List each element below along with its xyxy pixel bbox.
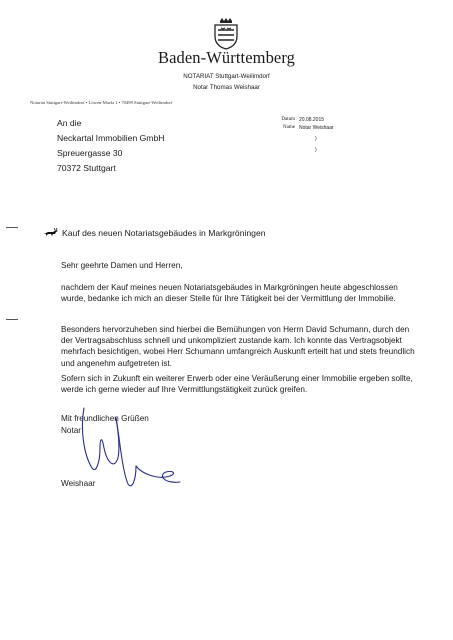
recipient-street: Spreuergasse 30 bbox=[57, 148, 123, 158]
subject-line bbox=[43, 223, 266, 241]
info-mark: ) bbox=[315, 147, 317, 153]
date-label: Datum bbox=[281, 117, 295, 122]
coat-of-arms-icon bbox=[212, 18, 240, 50]
name-label: Name bbox=[283, 125, 295, 130]
info-mark: ) bbox=[315, 136, 317, 142]
paragraph: nachdem der Kauf meines neuen Notariatsgebäudes in Markgröningen heute abgeschlossen wurde, bedanke ich mich an dieser Stelle für Ihre Tätigkeit bei der Vermittlung der Immobilie. bbox=[61, 283, 398, 304]
salutation: Sehr geehrte Damen und Herren, bbox=[61, 261, 183, 270]
stag-icon bbox=[43, 228, 59, 237]
handwritten-signature bbox=[62, 400, 186, 492]
date-value: 20.08.2015 bbox=[299, 117, 325, 123]
recipient-company: Neckartal Immobilien GmbH bbox=[57, 133, 165, 143]
paragraph: Besonders hervorzuheben sind hierbei die Bemühungen von Herrn David Schumann, durch den der Vertragsabschluss schnell und unkompliziert zustande kam. Ich konnte das Vertragsobjekt mehrfach besichtigen, wobei Herr Schumann umfangreich Auskunft erteilt hat und stets freundlich und angenehm aufgetreten ist. bbox=[61, 325, 415, 368]
notary-office: NOTARIAT Stuttgart-Weilimdorf bbox=[183, 73, 270, 80]
state-name: Baden-Württemberg bbox=[157, 48, 295, 67]
signer-title: Notar bbox=[61, 426, 82, 435]
paragraph: Sofern sich in Zukunft ein weiterer Erwerb oder eine Veräußerung einer Immobilie ergeben sollte, werde ich gerne wieder auf Ihre Vermittlungstätigkeit zurück greifen. bbox=[61, 374, 413, 395]
recipient-line: An die bbox=[57, 118, 82, 128]
closing: Mit freundlichen Grüßen bbox=[61, 414, 149, 423]
name-value: Notar Weishaar bbox=[299, 125, 334, 131]
fold-mark bbox=[6, 319, 18, 320]
fold-mark bbox=[6, 227, 18, 228]
sender-address-line: Notariat Stuttgart-Weilimdorf • Löwen-Markt 1 • 70499 Stuttgart-Weilimdorf bbox=[30, 100, 173, 105]
notary-name: Notar Thomas Weishaar bbox=[193, 84, 260, 91]
signer-name: Weishaar bbox=[61, 479, 96, 488]
recipient-city: 70372 Stuttgart bbox=[57, 163, 116, 173]
subject-text: Kauf des neuen Notariatsgebäudes in Markgröningen bbox=[62, 228, 266, 238]
